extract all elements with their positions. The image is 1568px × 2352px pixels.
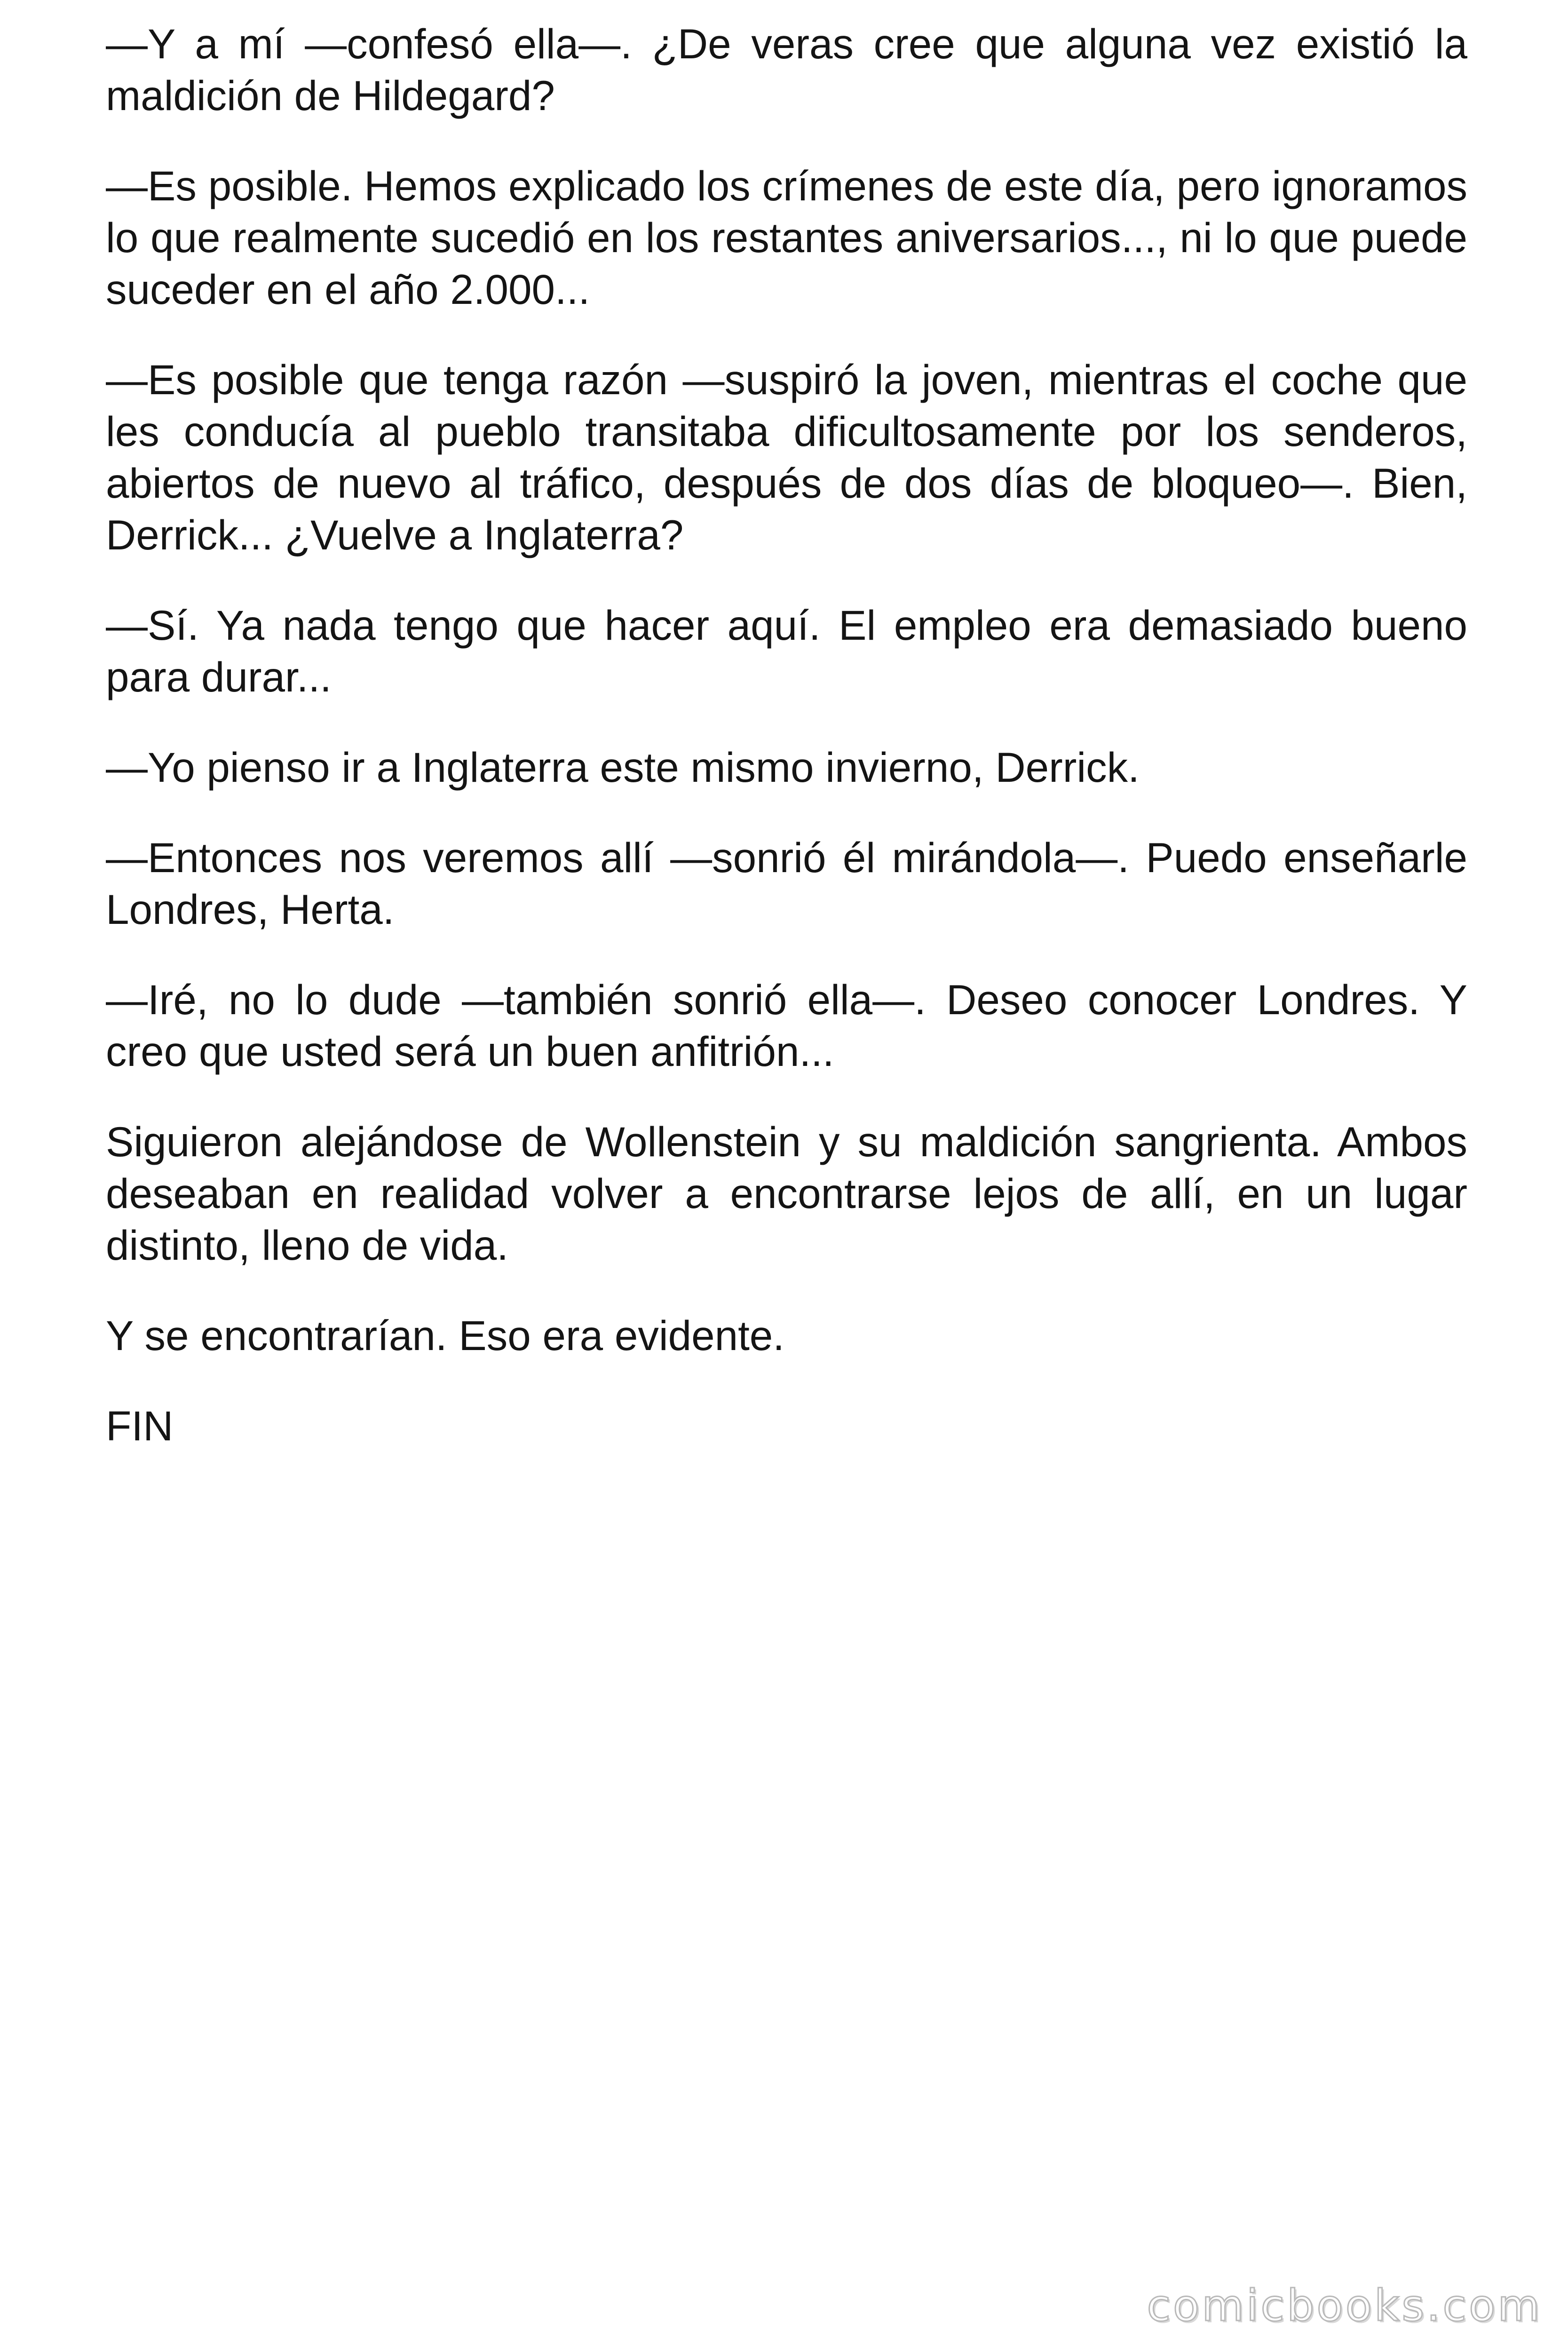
page-body [106, 18, 1467, 1490]
site-watermark: comicbooks.com [1147, 2280, 1542, 2331]
paragraph-1: —Y a mí —confesó ella—. ¿De veras cree que alguna vez existió la maldición de Hildegard? [106, 20, 1467, 119]
paragraph-7: —Iré, no lo dude —también sonrió ella—. Deseo conocer Londres. Y creo que usted será un buen anfitrión... [106, 976, 1467, 1075]
paragraph-8: Siguieron alejándose de Wollenstein y su maldición sangrienta. Ambos deseaban en realidad volver a encontrarse lejos de allí, en un lugar distinto, lleno de vida. [106, 1118, 1467, 1269]
paragraph-3: —Es posible que tenga razón —suspiró la joven, mientras el coche que les conducía al pueblo transitaba dificultosamente por los senderos, abiertos de nuevo al tráfico, después de dos días de bloqueo—. Bien, Derrick... ¿Vuelve a Inglaterra? [106, 356, 1467, 558]
paragraph-5: —Yo pienso ir a Inglaterra este mismo invierno, Derrick. [106, 744, 1140, 791]
paragraph-4: —Sí. Ya nada tengo que hacer aquí. El empleo era demasiado bueno para durar... [106, 602, 1467, 700]
paragraph-6: —Entonces nos veremos allí —sonrió él mirándola—. Puedo enseñarle Londres, Herta. [106, 834, 1467, 933]
end-marker: FIN [106, 1402, 174, 1449]
paragraph-2: —Es posible. Hemos explicado los crímenes de este día, pero ignoramos lo que realmente sucedió en los restantes aniversarios..., ni lo que puede suceder en el año 2.000... [106, 162, 1467, 313]
paragraph-9: Y se encontrarían. Eso era evidente. [106, 1312, 785, 1359]
